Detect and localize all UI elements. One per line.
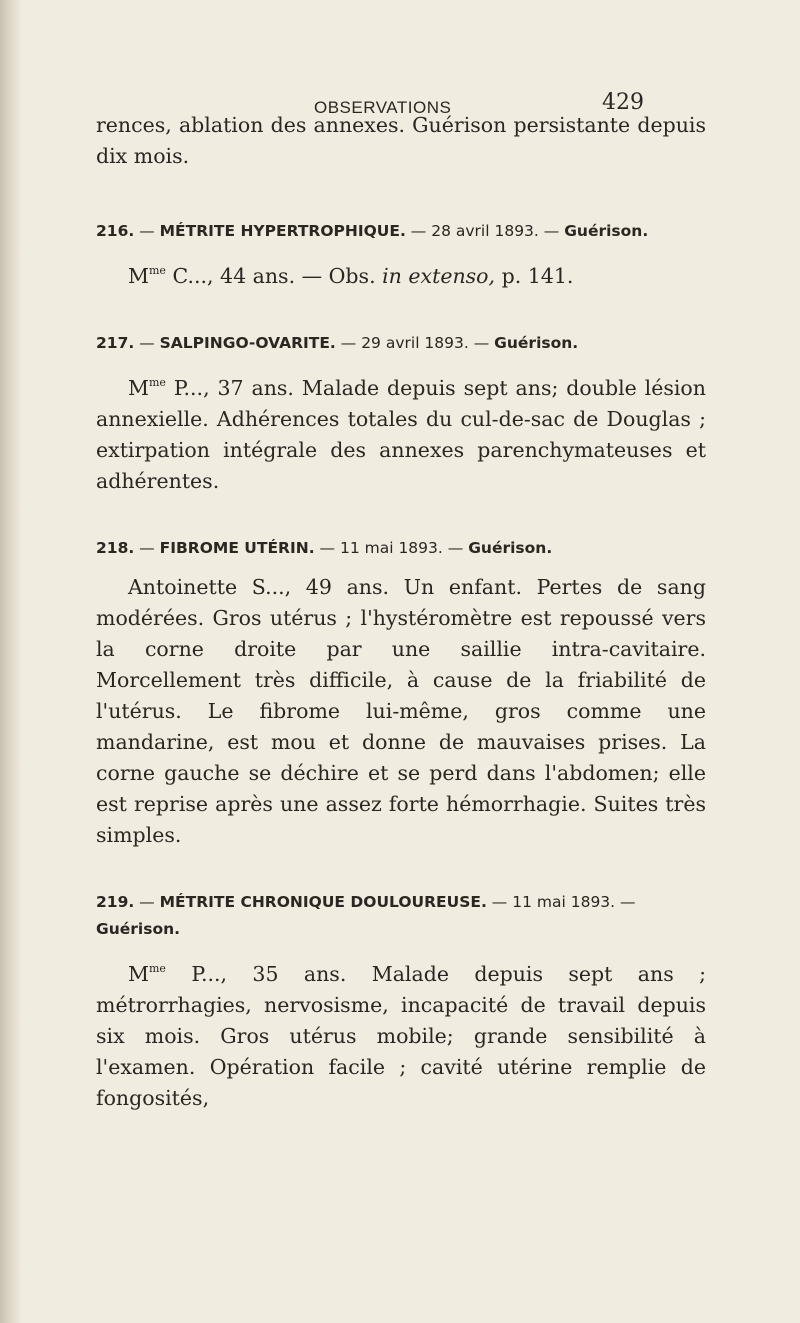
entry-heading: 218. — FIBROME UTÉRIN. — 11 mai 1893. — Guérison.	[96, 539, 553, 557]
patient-title-sup: me	[149, 962, 166, 975]
running-title: OBSERVATIONS	[314, 98, 452, 117]
page-number: 429	[602, 90, 644, 115]
observation-216	[96, 218, 706, 292]
entry-number: 218.	[96, 539, 135, 557]
observation-218	[96, 535, 706, 851]
entry-body-text: C..., 44 ans. — Obs.	[172, 264, 376, 288]
patient-title-sup: me	[149, 264, 166, 277]
entry-outcome: Guérison.	[494, 334, 579, 352]
entry-reference: in extenso,	[382, 264, 496, 288]
entry-title: MÉTRITE CHRONIQUE DOULOUREUSE.	[159, 893, 487, 911]
entry-heading: 217. — SALPINGO-OVARITE. — 29 avril 1893. — Guérison.	[96, 334, 579, 352]
entry-date: 11 mai 1893.	[512, 893, 616, 911]
entry-number: 216.	[96, 222, 135, 240]
entry-heading: 219. — MÉTRITE CHRONIQUE DOULOUREUSE. — 11 mai 1893. — Guérison.	[96, 893, 636, 938]
entry-heading: 216. — MÉTRITE HYPERTROPHIQUE. — 28 avril 1893. — Guérison.	[96, 222, 649, 240]
entry-body-text: P..., 35 ans. Malade depuis sept ans ; métrorrhagies, nervosisme, incapacité de travail depuis six mois. Gros utérus mobile; grande sensibilité à l'examen. Opération facile ; cavité utérine remplie de fongosités,	[96, 962, 706, 1110]
entry-date: 28 avril 1893.	[431, 222, 539, 240]
entry-date: 29 avril 1893.	[361, 334, 469, 352]
entry-title: MÉTRITE HYPERTROPHIQUE.	[159, 222, 406, 240]
continuation-paragraph: rences, ablation des annexes. Guérison persistante depuis dix mois.	[96, 113, 706, 168]
entry-body: Antoinette S..., 49 ans. Un enfant. Pertes de sang modérées. Gros utérus ; l'hystéromètre est repoussé vers la corne droite par une saillie intra-cavitaire. Morcellement très difficile, à cause de la friabilité de l'utérus. Le fibrome lui-même, gros comme une mandarine, est mou et donne de mauvaises prises. La corne gauche se déchire et se perd dans l'abdomen; elle est reprise après une assez forte hémorrhagie. Suites très simples.	[96, 575, 706, 847]
entry-outcome: Guérison.	[468, 539, 553, 557]
entry-body	[96, 367, 706, 497]
entry-title: FIBROME UTÉRIN.	[159, 539, 315, 557]
patient-title-sup: me	[149, 376, 166, 389]
entry-title: SALPINGO-OVARITE.	[159, 334, 336, 352]
entry-number: 217.	[96, 334, 135, 352]
entry-number: 219.	[96, 893, 135, 911]
entry-date: 11 mai 1893.	[339, 539, 443, 557]
entry-page-ref: p. 141.	[501, 264, 574, 288]
entry-body-text: P..., 37 ans. Malade depuis sept ans; double lésion annexielle. Adhérences totales du cul-de-sac de Douglas ; extirpation intégrale des annexes parenchymateuses et adhérentes.	[96, 376, 706, 493]
observation-217	[96, 330, 706, 497]
patient-title: M	[128, 264, 149, 288]
page-edge-shadow	[0, 0, 22, 1323]
running-head	[96, 70, 736, 117]
entry-outcome: Guérison.	[564, 222, 649, 240]
entry-body	[96, 953, 706, 1114]
patient-title: M	[128, 376, 149, 400]
entry-body	[96, 255, 706, 292]
observation-219	[96, 889, 706, 1114]
book-page	[96, 70, 736, 1114]
patient-title: M	[128, 962, 149, 986]
entry-outcome: Guérison.	[96, 920, 181, 938]
